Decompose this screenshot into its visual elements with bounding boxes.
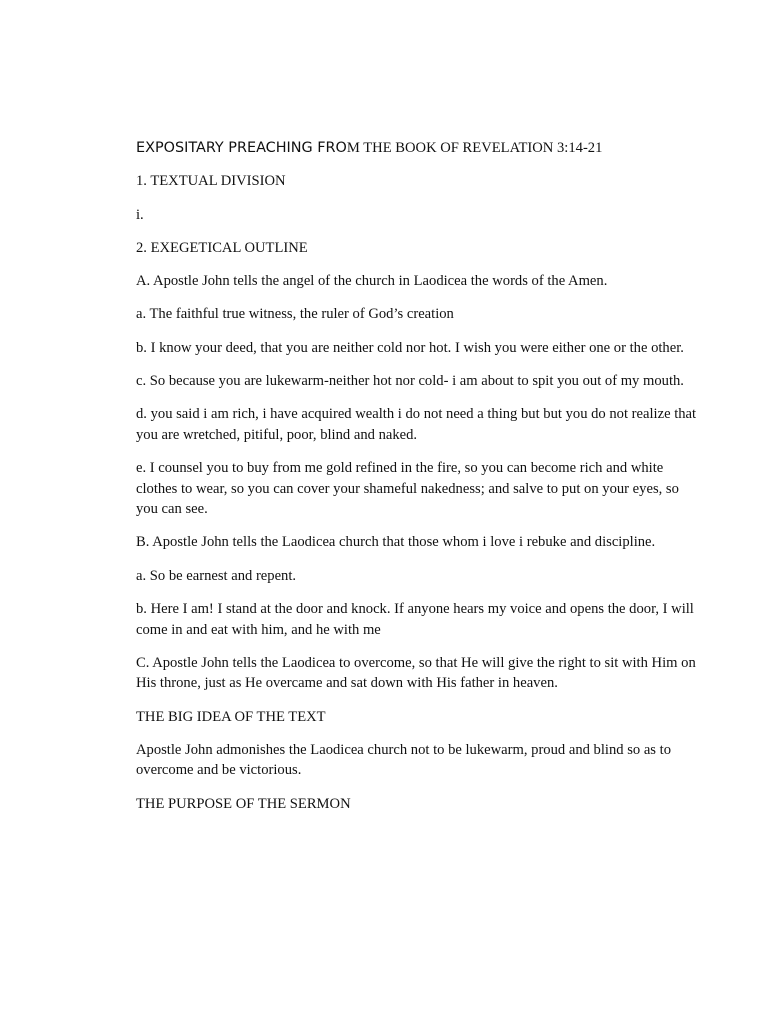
document-title	[136, 138, 700, 159]
outline-point-a: A. Apostle John tells the angel of the church in Laodicea the words of the Amen.	[136, 273, 608, 290]
title-part-2: M THE BOOK OF REVELATION 3:14-21	[346, 140, 603, 156]
list-item: i.	[136, 206, 144, 223]
outline-subpoint: c. So because you are lukewarm-neither hot nor cold- i am about to spit you out of my mouth.	[136, 373, 684, 390]
document-body	[136, 138, 700, 827]
big-idea-text: Apostle John admonishes the Laodicea church not to be lukewarm, proud and blind so as to overcome and be victorious.	[136, 741, 671, 779]
outline-subpoint: a. So be earnest and repent.	[136, 567, 297, 584]
outline-point-c: C. Apostle John tells the Laodicea to overcome, so that He will give the right to sit with Him on His throne, just as He overcame and sat down with His father in heaven.	[136, 654, 696, 692]
heading-big-idea: THE BIG IDEA OF THE TEXT	[136, 708, 326, 725]
outline-subpoint: e. I counsel you to buy from me gold refined in the fire, so you can become rich and white clothes to wear, so you can cover your shameful nakedness; and salve to put on your eyes, so you can see.	[136, 460, 679, 518]
outline-subpoint: d. you said i am rich, i have acquired wealth i do not need a thing but but you do not realize that you are wretched, pitiful, poor, blind and naked.	[136, 406, 697, 443]
heading-purpose: THE PURPOSE OF THE SERMON	[136, 795, 351, 812]
outline-subpoint: a. The faithful true witness, the ruler of God’s creation	[136, 306, 454, 323]
outline-subpoint: b. I know your deed, that you are neither cold nor hot. I wish you were either one or the other.	[136, 339, 684, 356]
heading-textual-division: 1. TEXTUAL DIVISION	[136, 173, 286, 190]
heading-exegetical-outline: 2. EXEGETICAL OUTLINE	[136, 239, 308, 256]
outline-point-b: B. Apostle John tells the Laodicea church that those whom i love i rebuke and discipline.	[136, 534, 656, 551]
outline-subpoint: b. Here I am! I stand at the door and knock. If anyone hears my voice and opens the door, I will come in and eat with him, and he with me	[136, 601, 694, 638]
title-part-1: EXPOSITARY PREACHING FRO	[136, 140, 347, 156]
